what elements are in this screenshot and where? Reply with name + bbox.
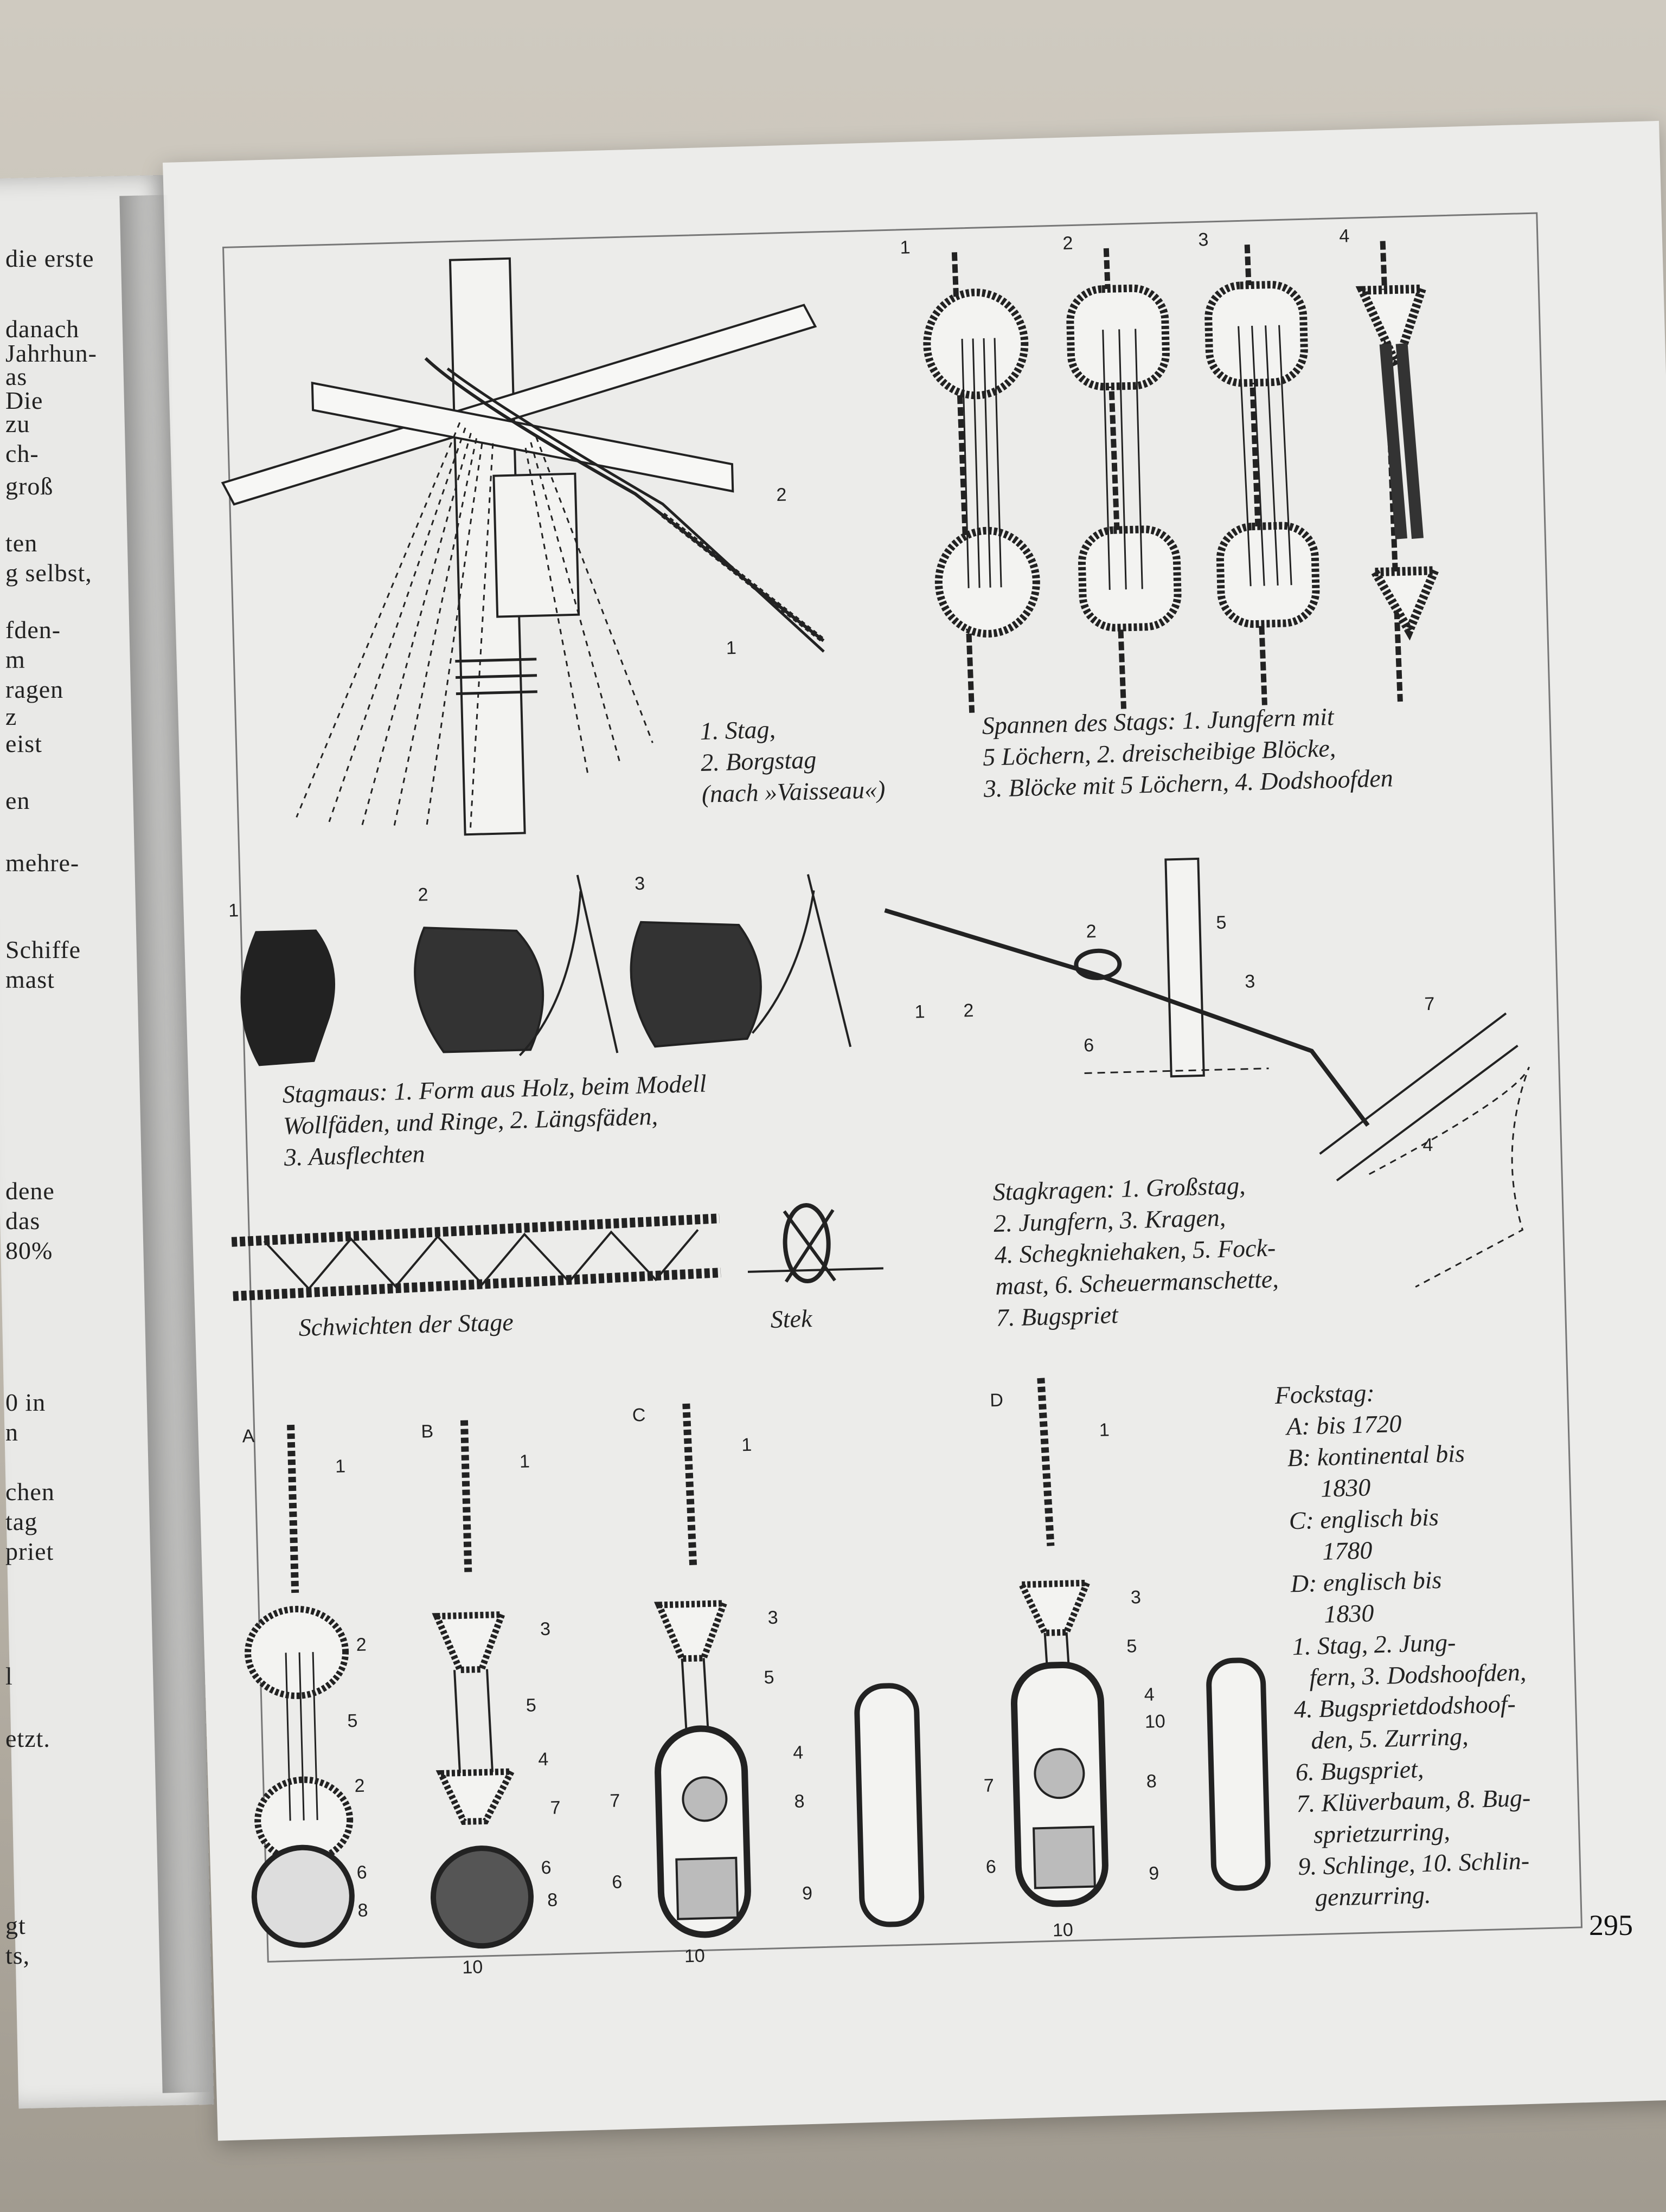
left-line: groß — [5, 472, 54, 500]
left-line: Schiffe — [5, 936, 81, 963]
label-A-8: 8 — [357, 1900, 368, 1921]
caption-line: 3. Blöcke mit 5 Löchern, 4. Dodshoofden — [983, 764, 1394, 802]
left-line: chen — [5, 1478, 55, 1506]
label-A-1: 1 — [335, 1456, 346, 1477]
left-line: das — [5, 1207, 41, 1234]
label-C-8: 8 — [794, 1791, 805, 1812]
left-line: mehre- — [5, 849, 80, 877]
left-line: gt — [5, 1912, 26, 1939]
caption-line: 2. Jungfern, 3. Kragen, — [993, 1203, 1226, 1237]
label-kragen-1: 1 — [914, 1001, 925, 1023]
caption-line: B: kontinental bis — [1287, 1439, 1465, 1472]
left-line: etzt. — [5, 1725, 50, 1752]
caption-line: Stagmaus: 1. Form aus Holz, beim Modell — [282, 1069, 707, 1108]
label-A-2b: 2 — [354, 1775, 365, 1797]
caption-line: 2. Borgstag — [700, 745, 817, 776]
caption-line: Fockstag: — [1274, 1379, 1375, 1409]
left-line: mast — [5, 966, 55, 993]
label-letter-B: B — [420, 1421, 434, 1442]
label-C-6: 6 — [611, 1872, 623, 1893]
label-B-6: 6 — [541, 1857, 552, 1879]
label-B-4: 4 — [537, 1748, 549, 1770]
left-line: eist — [5, 730, 42, 757]
caption-line: Spannen des Stags: 1. Jungfern mit — [982, 703, 1335, 740]
spannen-labels — [900, 226, 1350, 258]
caption-stag — [700, 711, 886, 810]
caption-line: A: bis 1720 — [1286, 1409, 1402, 1441]
schwichten-illustration — [232, 1218, 721, 1296]
spannen-illustration — [925, 240, 1438, 714]
left-line: as — [5, 363, 28, 390]
caption-spannen — [982, 699, 1393, 805]
stek-illustration — [746, 1203, 884, 1282]
caption-line: 7. Bugspriet — [996, 1301, 1119, 1332]
label-D-3: 3 — [1130, 1587, 1142, 1608]
left-line: 0 in — [5, 1388, 46, 1416]
caption-line: (nach »Vaisseau«) — [701, 775, 886, 808]
label-letter-A: A — [242, 1425, 255, 1447]
fock-A-labels — [335, 1456, 374, 1921]
label-spannen-2: 2 — [1062, 233, 1073, 254]
label-spannen-4: 4 — [1338, 226, 1350, 247]
label-spannen-3: 3 — [1197, 229, 1209, 250]
caption-schwichten: Schwichten der Stage — [298, 1308, 514, 1341]
label-spannen-1: 1 — [900, 237, 911, 258]
caption-line: 1. Stag, 2. Jung- — [1292, 1628, 1456, 1661]
label-C-4: 4 — [792, 1742, 804, 1764]
label-B-7: 7 — [550, 1797, 561, 1818]
label-stagmaus-2: 2 — [418, 884, 428, 905]
label-C-7: 7 — [609, 1790, 620, 1811]
label-C-1: 1 — [741, 1434, 752, 1456]
label-D-9: 9 — [1148, 1863, 1159, 1884]
label-C-3: 3 — [767, 1607, 779, 1629]
label-kragen-6: 6 — [1083, 1035, 1094, 1056]
caption-line: 1830 — [1323, 1599, 1374, 1628]
label-D-7: 7 — [983, 1775, 995, 1796]
caption-line: 3. Ausflechten — [284, 1140, 426, 1171]
left-line: Die — [5, 387, 43, 414]
caption-line: 1. Stag, — [700, 715, 776, 745]
caption-line: genzurring. — [1315, 1880, 1432, 1912]
label-stagmaus-3: 3 — [634, 873, 645, 895]
label-B-8: 8 — [547, 1889, 558, 1911]
left-line: priet — [5, 1538, 54, 1565]
caption-line: C: englisch bis — [1289, 1503, 1439, 1535]
label-D-4: 4 — [1144, 1684, 1155, 1706]
caption-line: 1830 — [1320, 1473, 1371, 1502]
left-line: danach — [5, 315, 80, 343]
caption-line: fern, 3. Dodshoofden, — [1309, 1658, 1527, 1692]
caption-line: D: englisch bis — [1290, 1566, 1442, 1598]
left-line: g selbst, — [5, 559, 92, 587]
label-C-9: 9 — [802, 1883, 813, 1904]
caption-line: 1780 — [1322, 1536, 1373, 1565]
label-B-3: 3 — [540, 1618, 551, 1640]
label-stagmaus-1: 1 — [228, 900, 239, 921]
fockstag-illustrations — [241, 1372, 1270, 1952]
label-D-8: 8 — [1146, 1771, 1157, 1792]
label-A-6: 6 — [356, 1862, 368, 1883]
label-D-1: 1 — [1099, 1419, 1110, 1441]
caption-fockstag — [1274, 1373, 1533, 1914]
left-line: ts, — [5, 1941, 30, 1969]
left-line: dene — [5, 1177, 55, 1205]
caption-line: Wollfäden, und Ringe, 2. Längsfäden, — [283, 1102, 658, 1140]
label-letter-D: D — [989, 1390, 1004, 1411]
left-line: ragen — [5, 676, 64, 703]
label-kragen-2: 2 — [1086, 921, 1097, 942]
left-line: z — [5, 703, 17, 730]
left-line: 80% — [5, 1237, 53, 1264]
left-line: tag — [5, 1508, 38, 1535]
caption-line: 9. Schlinge, 10. Schlin- — [1297, 1847, 1530, 1881]
label-mast-2: 2 — [776, 484, 787, 506]
label-kragen-5: 5 — [1215, 912, 1227, 934]
left-line: en — [5, 787, 30, 814]
left-line: fden- — [5, 616, 61, 644]
caption-stagkragen — [992, 1169, 1280, 1334]
left-line: m — [5, 646, 25, 673]
label-C-5: 5 — [764, 1667, 774, 1688]
label-B-5: 5 — [526, 1695, 537, 1716]
caption-line: 4. Schegkniehaken, 5. Fock- — [994, 1233, 1276, 1269]
caption-line: sprietzurring, — [1313, 1817, 1451, 1849]
fockstag-letter-labels — [241, 1390, 1004, 1447]
caption-line: mast, 6. Scheuermanschette, — [995, 1265, 1279, 1300]
label-A-5: 5 — [347, 1711, 358, 1732]
caption-line: Stagkragen: 1. Großstag, — [992, 1171, 1246, 1206]
left-line: die erste — [5, 245, 94, 272]
label-kragen-3: 3 — [1244, 971, 1255, 992]
caption-line: 5 Löchern, 2. dreischeibige Blöcke, — [982, 734, 1336, 771]
caption-stagmaus — [282, 1068, 708, 1173]
left-line: ch- — [5, 440, 39, 467]
label-D-10: 10 — [1144, 1711, 1166, 1733]
label-mast-1: 1 — [726, 638, 737, 659]
caption-line: 4. Bugsprietdodshoof- — [1293, 1689, 1516, 1724]
left-line: Jahrhun- — [5, 339, 97, 367]
left-line: ten — [5, 529, 38, 557]
label-D-6: 6 — [985, 1856, 997, 1877]
caption-line: 6. Bugspriet, — [1295, 1755, 1424, 1786]
caption-stek: Stek — [770, 1304, 813, 1333]
label-kragen-4: 4 — [1422, 1134, 1433, 1156]
caption-line: den, 5. Zurring, — [1310, 1722, 1469, 1754]
left-line: l — [5, 1662, 13, 1690]
label-B-1: 1 — [519, 1451, 530, 1472]
stagmaus-illustration — [239, 868, 850, 1065]
label-D-5: 5 — [1126, 1636, 1137, 1657]
label-D-10b: 10 — [1052, 1919, 1074, 1941]
label-kragen-7: 7 — [1424, 993, 1435, 1015]
left-line: n — [5, 1418, 18, 1446]
label-B-10: 10 — [462, 1957, 483, 1978]
label-letter-C: C — [632, 1404, 646, 1426]
label-kragen-2b: 2 — [963, 1000, 974, 1021]
label-A-2: 2 — [356, 1634, 367, 1656]
caption-line: 7. Klüverbaum, 8. Bug- — [1296, 1783, 1531, 1818]
page-number: 295 — [1589, 1909, 1633, 1941]
label-C-10: 10 — [684, 1945, 706, 1967]
left-line: zu — [5, 410, 30, 438]
